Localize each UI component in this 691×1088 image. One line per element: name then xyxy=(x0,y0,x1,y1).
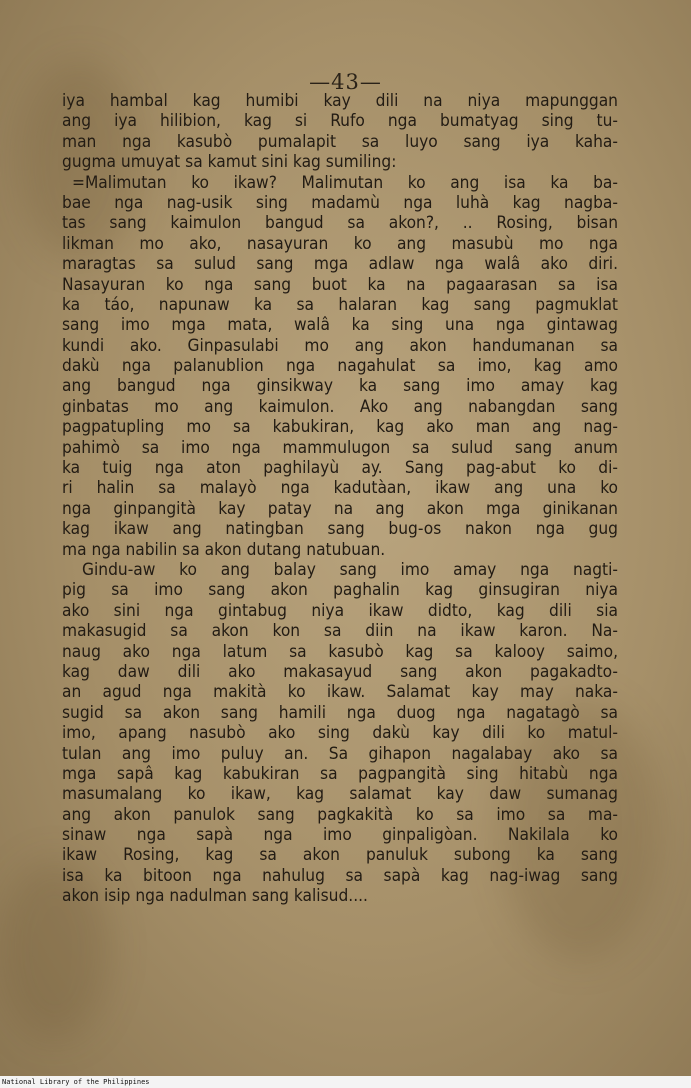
text-line: ginbatas mo ang kaimulon. Ako ang nabangdan sang xyxy=(62,396,618,417)
text-line: Gindu-aw ko ang balay sang imo amay nga nagti- xyxy=(82,559,618,580)
text-line: sinaw nga sapà nga imo ginpaligòan. Nakilala ko xyxy=(62,825,618,846)
text-line: imo, apang nasubò ako sing dakù kay dili ko matul- xyxy=(62,723,618,744)
text-line: ang bangud nga ginsikway ka sang imo amay kag xyxy=(62,376,618,397)
text-line: man nga kasubò pumalapit sa luyo sang iya kaha- xyxy=(62,131,618,152)
text-line: sugid sa akon sang hamili nga duog nga nagatagò sa xyxy=(62,702,618,723)
text-line: maragtas sa sulud sang mga adlaw nga walâ ako diri. xyxy=(62,254,618,275)
text-line: pagpatupling mo sa kabukiran, kag ako man ang nag- xyxy=(62,417,618,438)
text-line: tulan ang imo puluy an. Sa gihapon nagalabay ako sa xyxy=(62,743,618,764)
text-line: gugma umuyat sa kamut sini kag sumiling: xyxy=(62,152,397,173)
text-line: isa ka bitoon nga nahulug sa sapà kag nag-iwag sang xyxy=(62,865,618,886)
text-line: kundi ako. Ginpasulabi mo ang akon handumanan sa xyxy=(62,335,618,356)
text-line: tas sang kaimulon bangud sa akon?, .. Rosing, bisan xyxy=(62,213,618,234)
text-line: pig sa imo sang akon paghalin kag ginsugiran niya xyxy=(62,580,618,601)
text-line: ikaw Rosing, kag sa akon panuluk subong ka sang xyxy=(62,845,618,866)
text-line: sang imo mga mata, walâ ka sing una nga gintawag xyxy=(62,315,618,336)
text-line: kag ikaw ang natingban sang bug-os nakon nga gug xyxy=(62,519,618,540)
text-line: mga sapâ kag kabukiran sa pagpangità sing hitabù nga xyxy=(62,763,618,784)
text-line: ka táo, napunaw ka sa halaran kag sang pagmuklat xyxy=(62,294,618,315)
text-line: pahimò sa imo nga mammulugon sa sulud sang anum xyxy=(62,437,618,458)
body-text xyxy=(62,91,618,907)
text-line: bae nga nag-usik sing madamù nga luhà kag nagba- xyxy=(62,192,618,213)
text-line: Nasayuran ko nga sang buot ka na pagaarasan sa isa xyxy=(62,274,618,295)
text-line: =Malimutan ko ikaw? Malimutan ko ang isa ka ba- xyxy=(72,172,618,193)
page-number: —43— xyxy=(309,70,382,94)
text-line: iya hambal kag humibi kay dili na niya mapunggan xyxy=(62,91,618,111)
text-line: naug ako nga latum sa kasubò kag sa kalooy saimo, xyxy=(62,641,618,662)
text-line: ako sini nga gintabug niya ikaw didto, kag dili sia xyxy=(62,600,618,621)
text-line: ka tuig nga aton paghilayù ay. Sang pag-abut ko di- xyxy=(62,458,618,479)
text-line: an agud nga makità ko ikaw. Salamat kay may naka- xyxy=(62,682,618,703)
text-line: masumalang ko ikaw, kag salamat kay daw sumanag xyxy=(62,784,618,805)
text-line: ri halin sa malayò nga kadutàan, ikaw ang una ko xyxy=(62,478,618,499)
text-line: ang iya hilibion, kag si Rufo nga bumatyag sing tu- xyxy=(62,111,618,132)
text-line: likman mo ako, nasayuran ko ang masubù mo nga xyxy=(62,233,618,254)
text-line: ma nga nabilin sa akon dutang natubuan. xyxy=(62,539,386,560)
text-line: kag daw dili ako makasayud sang akon pagakadto- xyxy=(62,661,618,682)
text-line: nga ginpangità kay patay na ang akon mga ginikanan xyxy=(62,498,618,519)
text-line: makasugid sa akon kon sa diin na ikaw karon. Na- xyxy=(62,621,618,642)
library-footer: National Library of the Philippines xyxy=(2,1078,150,1086)
text-line: dakù nga palanublion nga nagahulat sa imo, kag amo xyxy=(62,356,618,377)
text-line: akon isip nga nadulman sang kalisud.... xyxy=(62,886,368,907)
text-line: ang akon panulok sang pagkakità ko sa imo sa ma- xyxy=(62,804,618,825)
